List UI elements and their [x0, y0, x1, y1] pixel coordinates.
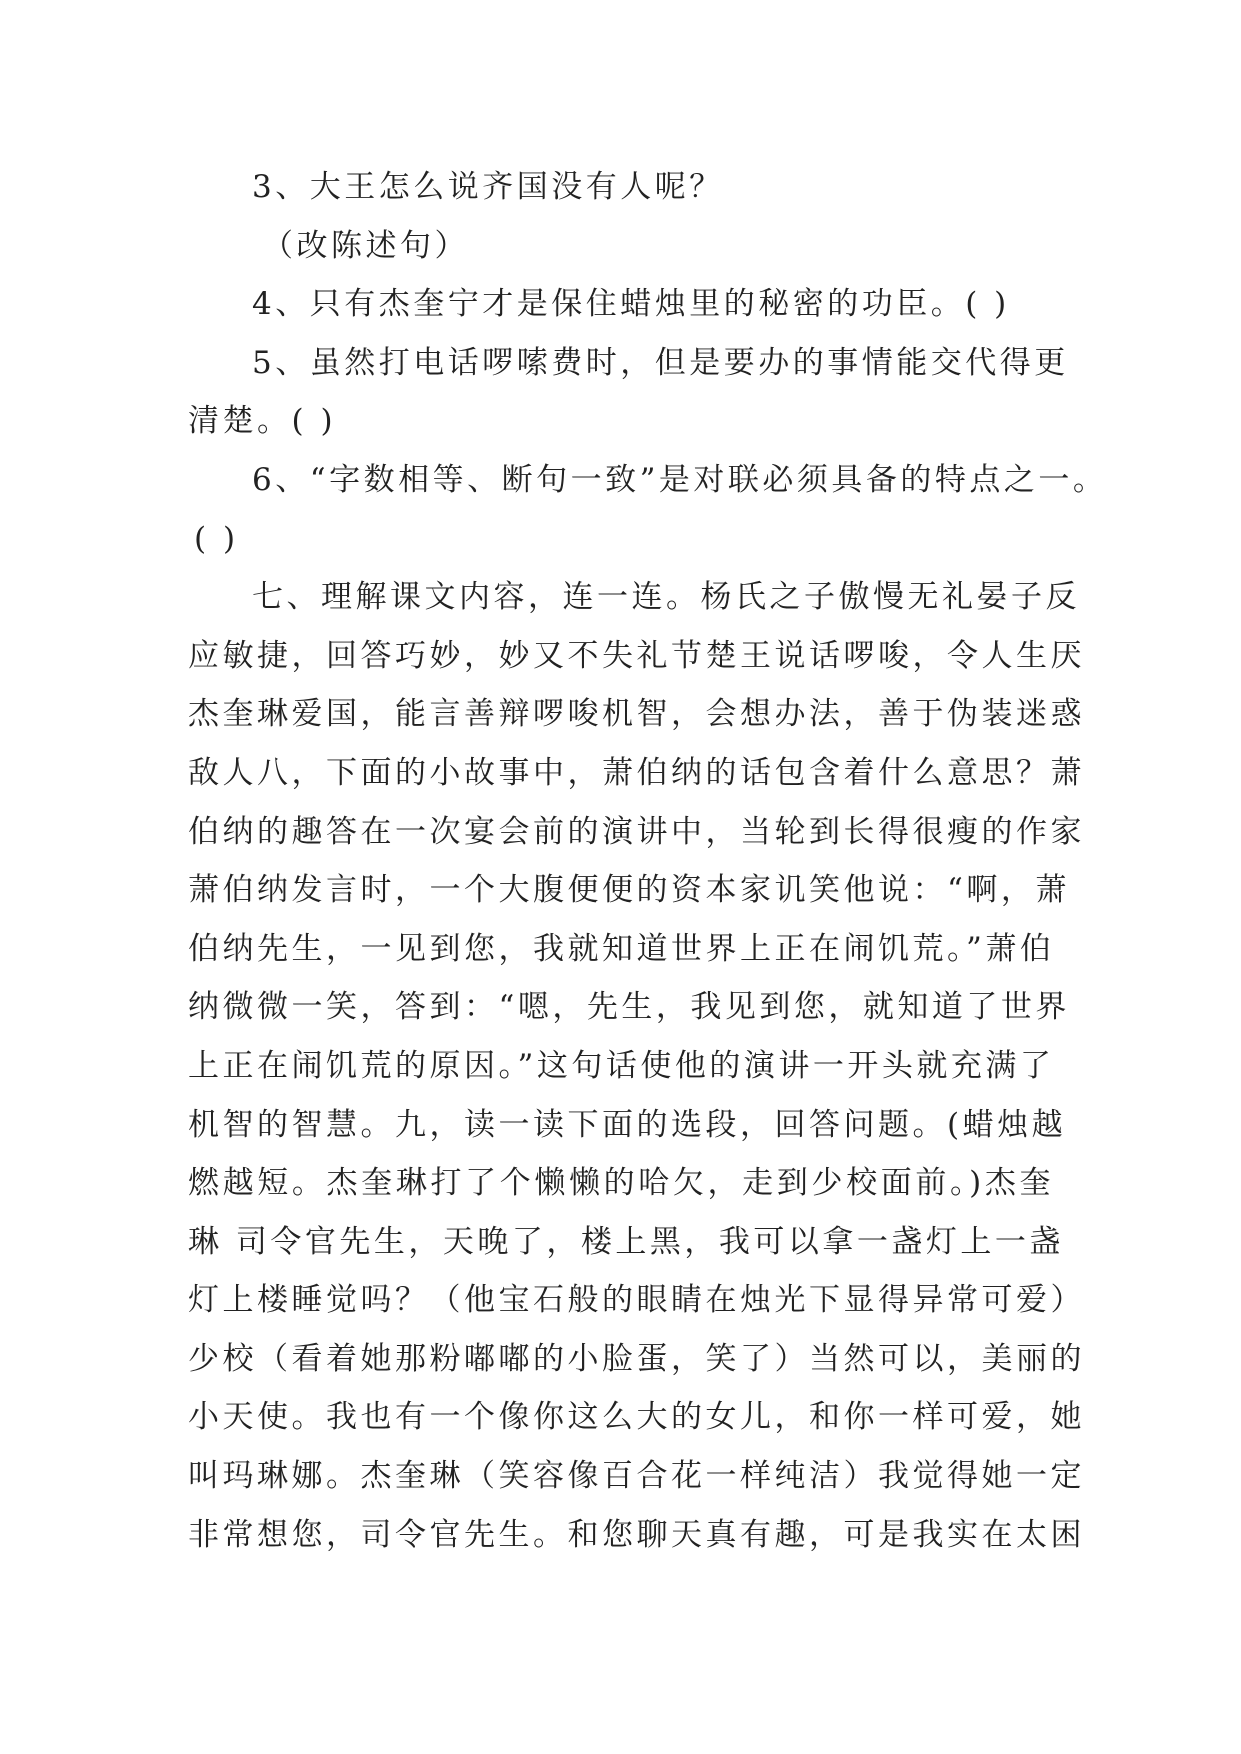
- paragraph-line: 应敏捷，回答巧妙，妙又不失礼节楚王说话啰唆，令人生厌: [188, 637, 1085, 674]
- paragraph-line: 上正在闹饥荒的原因。”这句话使他的演讲一开头就充满了: [188, 1047, 1055, 1084]
- paragraph-line: 少校（看着她那粉嘟嘟的小脸蛋，笑了）当然可以，美丽的: [188, 1340, 1085, 1377]
- paragraph-line: 伯纳先生，一见到您，我就知道世界上正在闹饥荒。”萧伯: [188, 930, 1055, 967]
- question-5-continuation: 清楚。( ): [188, 403, 337, 440]
- question-5-line: 5、虽然打电话啰嗦费时，但是要办的事情能交代得更: [252, 344, 1069, 381]
- paragraph-line: 琳 司令官先生，天晚了，楼上黑，我可以拿一盏灯上一盏: [188, 1223, 1064, 1260]
- question-6-line: 6、“字数相等、断句一致”是对联必须具备的特点之一。: [252, 461, 1108, 498]
- paragraph-line: 萧伯纳发言时，一个大腹便便的资本家讥笑他说：“啊，萧: [188, 872, 1070, 909]
- section-7-line: 七、理解课文内容，连一连。杨氏之子傲慢无礼晏子反: [252, 579, 1080, 616]
- paragraph-line: 叫玛琳娜。杰奎琳（笑容像百合花一样纯洁）我觉得她一定: [188, 1458, 1085, 1495]
- paragraph-line: 燃越短。杰奎琳打了个懒懒的哈欠，走到少校面前。)杰奎: [188, 1165, 1054, 1202]
- question-4-line: 4、只有杰奎宁才是保住蜡烛里的秘密的功臣。( ): [252, 286, 1010, 323]
- question-3-instruction: （改陈述句）: [262, 227, 469, 264]
- question-6-continuation: ( ): [194, 520, 239, 557]
- paragraph-line: 灯上楼睡觉吗？（他宝石般的眼睛在烛光下显得异常可爱）: [188, 1282, 1085, 1319]
- question-3-line: 3、大王怎么说齐国没有人呢？: [252, 169, 724, 205]
- document-body: [188, 158, 1108, 1564]
- paragraph-line: 杰奎琳爱国，能言善辩啰唆机智，会想办法，善于伪装迷惑: [188, 696, 1085, 733]
- paragraph-line: 非常想您，司令官先生。和您聊天真有趣，可是我实在太困: [188, 1516, 1085, 1553]
- paragraph-line: 小天使。我也有一个像你这么大的女儿，和你一样可爱，她: [188, 1399, 1085, 1436]
- paragraph-line: 伯纳的趣答在一次宴会前的演讲中，当轮到长得很瘦的作家: [188, 813, 1085, 850]
- paragraph-line: 机智的智慧。九，读一读下面的选段，回答问题。(蜡烛越: [188, 1106, 1067, 1143]
- paragraph-line: 纳微微一笑，答到：“嗯，先生，我见到您，就知道了世界: [188, 989, 1070, 1026]
- paragraph-line: 敌人八，下面的小故事中，萧伯纳的话包含着什么意思？萧: [188, 754, 1085, 791]
